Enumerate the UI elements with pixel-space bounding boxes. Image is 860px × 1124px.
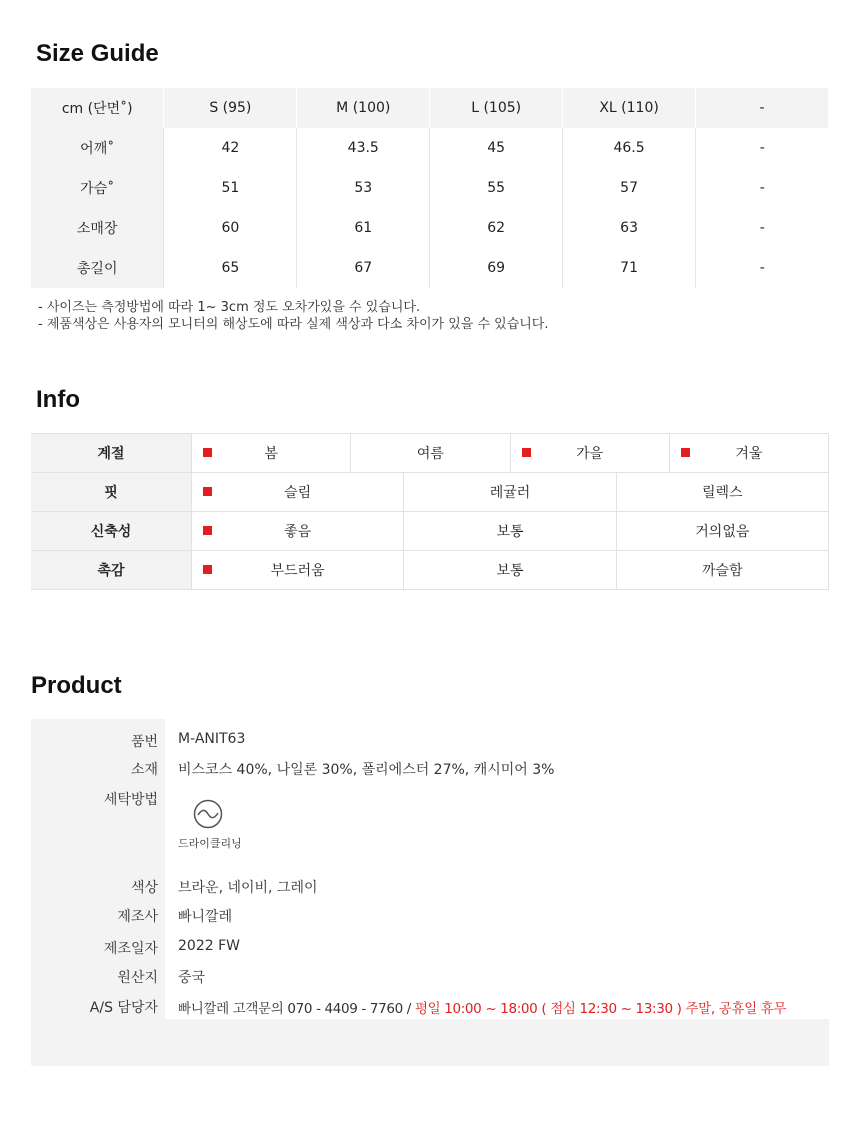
size-cell: 63 (563, 208, 696, 248)
info-option-label: 봄 (264, 446, 278, 462)
size-row (31, 248, 829, 288)
size-row (31, 208, 829, 248)
selected-marker-icon (681, 448, 690, 457)
info-option-label: 보통 (496, 563, 524, 579)
size-cell: 65 (164, 248, 297, 288)
info-row-label: 신축성 (31, 512, 191, 550)
info-option-label: 레귤러 (489, 485, 531, 501)
product-value: 2022 FW (178, 938, 240, 954)
size-header-cell: XL (110) (563, 88, 696, 128)
info-option-label: 거의없음 (695, 524, 750, 540)
info-row-label: 촉감 (31, 551, 191, 589)
product-row-color (31, 877, 829, 901)
size-row (31, 168, 829, 208)
info-option (616, 551, 829, 589)
selected-marker-icon (522, 448, 531, 457)
info-option (403, 551, 615, 589)
info-option (350, 434, 509, 472)
size-cell: 61 (297, 208, 430, 248)
info-row-touch (31, 551, 829, 590)
dry-clean-icon (193, 799, 223, 829)
product-row-wash (31, 789, 829, 813)
size-row-label: 총길이 (31, 248, 164, 288)
size-cell: 46.5 (563, 128, 696, 168)
info-option (191, 473, 403, 511)
info-row-label: 계절 (31, 434, 191, 472)
size-row-label: 소매장 (31, 208, 164, 248)
product-row-as (31, 997, 829, 1021)
selected-marker-icon (203, 526, 212, 535)
size-note: - 사이즈는 측정방법에 따라 1~ 3cm 정도 오차가있을 수 있습니다. (38, 300, 421, 315)
info-option-label: 까슬함 (702, 563, 743, 579)
size-cell: 57 (563, 168, 696, 208)
size-row-label: 어깨˚ (31, 128, 164, 168)
product-value: M-ANIT63 (178, 731, 246, 747)
info-option-label: 겨울 (735, 446, 763, 462)
info-row-season (31, 433, 829, 473)
size-cell: 51 (164, 168, 297, 208)
info-row-fit (31, 473, 829, 512)
as-hours: 평일 10:00 ~ 18:00 ( 점심 12:30 ~ 13:30 ) 주말, 공휴일 휴무 (414, 1001, 787, 1017)
size-header-cell: - (696, 88, 829, 128)
size-cell: 67 (297, 248, 430, 288)
selected-marker-icon (203, 565, 212, 574)
size-notes (38, 299, 549, 333)
product-footer-band (31, 1019, 829, 1066)
info-option-label: 좋음 (284, 524, 312, 540)
size-cell: 60 (164, 208, 297, 248)
size-header-cell: L (105) (430, 88, 563, 128)
product-label: A/S 담당자 (89, 1000, 158, 1016)
selected-marker-icon (203, 448, 212, 457)
product-label: 제조일자 (103, 941, 158, 957)
product-row-maker (31, 906, 829, 930)
info-option-label: 부드러움 (270, 563, 325, 579)
size-header-cell: cm (단면˚) (31, 88, 164, 128)
size-cell: 62 (430, 208, 563, 248)
product-label: 품번 (130, 734, 158, 750)
info-option-label: 보통 (496, 524, 524, 540)
product-label: 소재 (130, 762, 158, 778)
size-row (31, 128, 829, 168)
info-option (510, 434, 669, 472)
size-note: - 제품색상은 사용자의 모니터의 해상도에 따라 실제 색상과 다소 차이가 있을 수 있습니다. (38, 317, 549, 332)
size-cell: - (759, 140, 765, 156)
product-row-date (31, 938, 829, 962)
selected-marker-icon (203, 487, 212, 496)
product-title: Product (31, 672, 122, 699)
product-row-material (31, 759, 829, 783)
size-header-cell: M (100) (297, 88, 430, 128)
info-option (191, 434, 350, 472)
info-option (669, 434, 829, 472)
as-contact: 빠니깔레 고객문의 070 - 4409 - 7760 / (178, 1001, 415, 1017)
size-cell: 55 (430, 168, 563, 208)
info-option (191, 551, 403, 589)
info-row-label: 핏 (31, 473, 191, 511)
product-value: 중국 (178, 970, 206, 986)
info-option-label: 가을 (576, 446, 604, 462)
product-value: 브라운, 네이비, 그레이 (178, 880, 318, 896)
product-row-model (31, 731, 829, 755)
info-option (616, 512, 829, 550)
wash-label: 드라이클리닝 (178, 837, 242, 850)
size-cell: 53 (297, 168, 430, 208)
info-option-label: 릴렉스 (702, 485, 743, 501)
size-table-header (31, 88, 829, 128)
product-label: 제조사 (117, 909, 158, 925)
info-title: Info (36, 386, 80, 413)
size-header-cell: S (95) (164, 88, 297, 128)
product-value (178, 997, 786, 1017)
size-cell: 69 (430, 248, 563, 288)
product-label: 색상 (130, 880, 158, 896)
product-value: 비스코스 40%, 나일론 30%, 폴리에스터 27%, 캐시미어 3% (178, 762, 555, 778)
info-option (191, 512, 403, 550)
size-table (31, 88, 829, 288)
product-value: 빠니깔레 (178, 909, 233, 925)
product-label: 원산지 (117, 970, 158, 986)
size-cell: 45 (430, 128, 563, 168)
product-row-origin (31, 967, 829, 991)
info-option-label: 여름 (416, 446, 444, 462)
info-option (403, 512, 615, 550)
info-row-stretch (31, 512, 829, 551)
size-cell: 43.5 (297, 128, 430, 168)
size-cell: 42 (164, 128, 297, 168)
info-option-label: 슬림 (284, 485, 312, 501)
size-cell: 71 (563, 248, 696, 288)
info-option (616, 473, 829, 511)
size-guide-title: Size Guide (36, 40, 159, 67)
info-option (403, 473, 615, 511)
size-cell: - (759, 180, 765, 196)
product-label: 세탁방법 (103, 792, 158, 808)
size-cell: - (759, 260, 765, 276)
info-table (31, 433, 829, 590)
wash-method (178, 797, 258, 853)
size-row-label: 가슴˚ (31, 168, 164, 208)
size-cell: - (759, 220, 765, 236)
